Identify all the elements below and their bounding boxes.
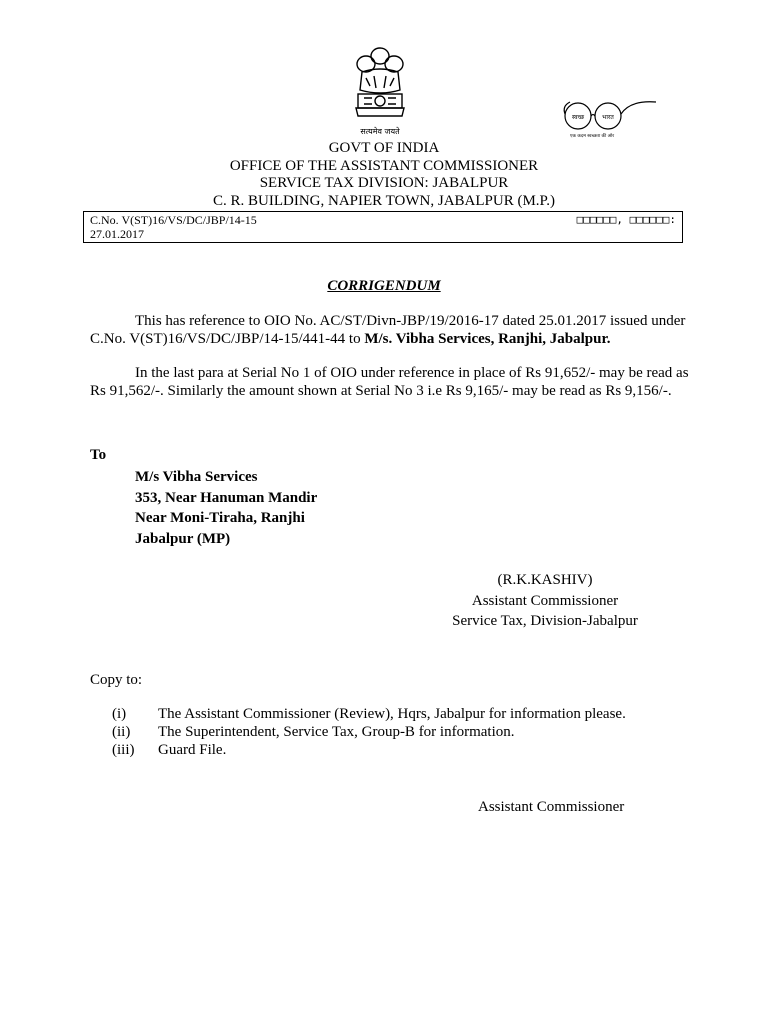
header-office: OFFICE OF THE ASSISTANT COMMISSIONER xyxy=(229,157,539,174)
header-division: SERVICE TAX DIVISION: JABALPUR xyxy=(259,175,509,191)
signatory-office: Service Tax, Division-Jabalpur xyxy=(452,613,638,629)
list-item-text: Guard File. xyxy=(158,742,227,758)
correction-paragraph: In the last para at Serial No 1 of OIO under reference in place of Rs 91,652/- may be read as Rs 91,562/-. Similarly the amount shown at Serial No 3 i.e Rs 9,165/- may be read as Rs 9,156/-. xyxy=(90,365,689,399)
to-label: To xyxy=(90,447,107,463)
national-emblem-icon xyxy=(340,42,420,142)
reference-paragraph xyxy=(90,312,702,348)
list-item-text: The Assistant Commissioner (Review), Hqrs, Jabalpur for information please. xyxy=(158,706,626,722)
address-line: Near Moni-Tiraha, Ranjhi xyxy=(135,510,305,526)
signatory-name: (R.K.KASHIV) xyxy=(497,572,593,588)
reference-box xyxy=(83,211,683,243)
list-item-number: (ii) xyxy=(112,724,131,740)
copy-to-label: Copy to: xyxy=(90,672,143,688)
recipient-address xyxy=(135,467,317,549)
signatory-designation: Assistant Commissioner xyxy=(471,592,619,609)
issue-date: 27.01.2017 xyxy=(90,227,144,241)
file-number: C.No. V(ST)16/VS/DC/JBP/14-15 xyxy=(90,213,257,227)
swachh-bharat-logo-icon xyxy=(560,96,660,140)
emblem-motto: सत्यमेव जयते xyxy=(360,127,400,136)
address-line: Jabalpur (MP) xyxy=(135,530,231,547)
list-item-text: The Superintendent, Service Tax, Group-B for information. xyxy=(158,724,515,740)
address-line: 353, Near Hanuman Mandir xyxy=(135,489,318,506)
swachh-left-word: स्वच्छ xyxy=(571,114,585,121)
header-address: C. R. BUILDING, NAPIER TOWN, JABALPUR (M.P.) xyxy=(213,192,555,209)
party-name: M/s. Vibha Services, Ranjhi, Jabalpur. xyxy=(364,331,611,347)
list-item-number: (iii) xyxy=(112,742,135,758)
list-item xyxy=(112,741,626,759)
header-govt: GOVT OF INDIA xyxy=(328,140,440,156)
footer-signature: Assistant Commissioner xyxy=(478,799,625,815)
copy-to-list xyxy=(112,705,626,759)
list-item xyxy=(112,723,626,741)
list-item xyxy=(112,705,626,723)
address-line: M/s Vibha Services xyxy=(135,469,258,485)
office-header xyxy=(120,140,648,210)
reference-paragraph-text: This has reference to OIO No. AC/ST/Divn-JBP/19/2016-17 dated 25.01.2017 issued under C.No. V(ST)16/VS/DC/JBP/14-15/441-44 to xyxy=(90,313,686,347)
date-label-glyphs: □□□□□□, □□□□□□: xyxy=(576,213,676,226)
document-title: CORRIGENDUM xyxy=(327,278,441,294)
swachh-right-word: भारत xyxy=(602,114,614,121)
signatory-block xyxy=(420,570,670,632)
list-item-number: (i) xyxy=(112,706,127,722)
swachh-tagline: एक कदम स्वच्छता की ओर xyxy=(569,134,615,139)
